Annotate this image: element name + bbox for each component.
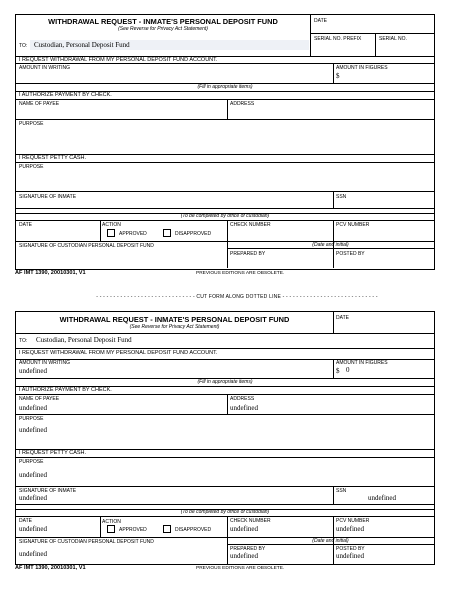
purpose-label: PURPOSE — [19, 416, 44, 422]
ssn-label: SSN — [336, 488, 347, 494]
date-initial-note: (Date and initial) — [312, 538, 349, 544]
withdrawal-form-2 — [15, 311, 435, 565]
amount-writing-value[interactable]: undefined — [19, 367, 47, 375]
custodian-note: (To be completed by office of custodian) — [180, 213, 270, 219]
disapproved-label: DISAPPROVED — [175, 527, 212, 533]
sig-custodian-value[interactable]: undefined — [19, 550, 47, 558]
action-label: ACTION — [102, 222, 121, 228]
pcv-number-label: PCV NUMBER — [336, 222, 370, 228]
amount-writing-label: AMOUNT IN WRITING — [19, 360, 71, 366]
disapproved-checkbox[interactable] — [163, 525, 171, 533]
request-withdrawal-text: I REQUEST WITHDRAWAL FROM MY PERSONAL DEPOSIT FUND ACCOUNT. — [19, 57, 218, 63]
purpose-value[interactable]: undefined — [19, 426, 47, 434]
check-number-value[interactable]: undefined — [230, 525, 258, 533]
fill-note: (Fill in appropriate items) — [197, 84, 253, 90]
prepared-by-label: PREPARED BY — [230, 251, 266, 257]
sig-custodian-label: SIGNATURE OF CUSTODIAN PERSONAL DEPOSIT FUND — [19, 539, 154, 545]
authorize-payment-text: I AUTHORIZE PAYMENT BY CHECK. — [19, 92, 112, 98]
ssn-label: SSN — [336, 194, 347, 200]
cut-line: - - - - - - - - - - - - - - - - - - - - - - - - - - - - - CUT FORM ALONG DOTTED LINE - - - - - - - - - - - - - - - - - - - - - - - - - - - - — [96, 294, 378, 300]
posted-by-label: POSTED BY — [336, 546, 365, 552]
form-subtitle: (See Reverse for Privacy Act Statement) — [129, 324, 220, 330]
purpose-label: PURPOSE — [19, 121, 44, 127]
sig-custodian-label: SIGNATURE OF CUSTODIAN PERSONAL DEPOSIT FUND — [19, 243, 154, 249]
withdrawal-form-1 — [15, 14, 435, 270]
purpose2-label: PURPOSE — [19, 164, 44, 170]
to-label: TO: — [19, 338, 28, 344]
address-value[interactable]: undefined — [230, 404, 258, 412]
ssn-value[interactable]: undefined — [368, 494, 396, 502]
payee-value[interactable]: undefined — [19, 404, 47, 412]
payee-label: NAME OF PAYEE — [19, 396, 60, 402]
form-id: AF IMT 1390, 20010301, V1 — [15, 270, 86, 276]
prepared-by-value[interactable]: undefined — [230, 552, 258, 560]
form-title: WITHDRAWAL REQUEST - INMATE'S PERSONAL DEPOSIT FUND — [59, 315, 290, 324]
date-label: DATE — [336, 315, 349, 321]
approved-checkbox[interactable] — [107, 229, 115, 237]
dollar-sign: $ — [336, 367, 340, 375]
payee-label: NAME OF PAYEE — [19, 101, 60, 107]
signature-inmate-value[interactable]: undefined — [19, 494, 47, 502]
date2-label: DATE — [19, 222, 32, 228]
to-value[interactable]: Custodian, Personal Deposit Fund — [36, 336, 132, 344]
purpose2-value[interactable]: undefined — [19, 471, 47, 479]
pcv-number-label: PCV NUMBER — [336, 518, 370, 524]
date2-value[interactable]: undefined — [19, 525, 47, 533]
authorize-payment-text: I AUTHORIZE PAYMENT BY CHECK. — [19, 387, 112, 393]
custodian-note: (To be completed by office of custodian) — [180, 509, 270, 515]
fill-note: (Fill in appropriate items) — [197, 379, 253, 385]
amount-figures-label: AMOUNT IN FIGURES — [336, 65, 388, 71]
petty-cash-text: I REQUEST PETTY CASH. — [19, 450, 87, 456]
form-id: AF IMT 1390, 20010301, V1 — [15, 565, 86, 571]
serial-no-label: SERIAL NO. — [379, 36, 407, 42]
form-title: WITHDRAWAL REQUEST - INMATE'S PERSONAL DEPOSIT FUND — [48, 17, 278, 26]
to-field[interactable]: Custodian, Personal Deposit Fund — [30, 40, 309, 50]
signature-inmate-label: SIGNATURE OF INMATE — [19, 488, 77, 494]
posted-by-label: POSTED BY — [336, 251, 365, 257]
dollar-sign: $ — [336, 72, 340, 80]
obsolete-note: PREVIOUS EDITIONS ARE OBSOLETE. — [196, 271, 285, 276]
signature-inmate-label: SIGNATURE OF INMATE — [19, 194, 77, 200]
check-number-label: CHECK NUMBER — [230, 518, 271, 524]
date-initial-note: (Date and initial) — [312, 242, 349, 248]
form-subtitle: (See Reverse for Privacy Act Statement) — [118, 26, 208, 32]
address-label: ADDRESS — [230, 396, 255, 402]
pcv-number-value[interactable]: undefined — [336, 525, 364, 533]
posted-by-value[interactable]: undefined — [336, 552, 364, 560]
approved-label: APPROVED — [119, 527, 147, 533]
serial-prefix-label: SERIAL NO. PREFIX — [314, 36, 362, 42]
prepared-by-label: PREPARED BY — [230, 546, 266, 552]
disapproved-checkbox[interactable] — [163, 229, 171, 237]
amount-figures-label: AMOUNT IN FIGURES — [336, 360, 388, 366]
petty-cash-text: I REQUEST PETTY CASH. — [19, 155, 87, 161]
check-number-label: CHECK NUMBER — [230, 222, 271, 228]
approved-label: APPROVED — [119, 231, 147, 237]
address-label: ADDRESS — [230, 101, 255, 107]
disapproved-label: DISAPPROVED — [175, 231, 212, 237]
to-label: TO: — [19, 43, 28, 49]
purpose2-label: PURPOSE — [19, 459, 44, 465]
amount-writing-label: AMOUNT IN WRITING — [19, 65, 71, 71]
date2-label: DATE — [19, 518, 32, 524]
amount-figures-value[interactable]: 0 — [346, 366, 350, 374]
approved-checkbox[interactable] — [107, 525, 115, 533]
request-withdrawal-text: I REQUEST WITHDRAWAL FROM MY PERSONAL DEPOSIT FUND ACCOUNT. — [19, 350, 218, 356]
obsolete-note: PREVIOUS EDITIONS ARE OBSOLETE. — [196, 566, 285, 571]
date-label: DATE — [314, 18, 327, 24]
action-label: ACTION — [102, 519, 121, 525]
